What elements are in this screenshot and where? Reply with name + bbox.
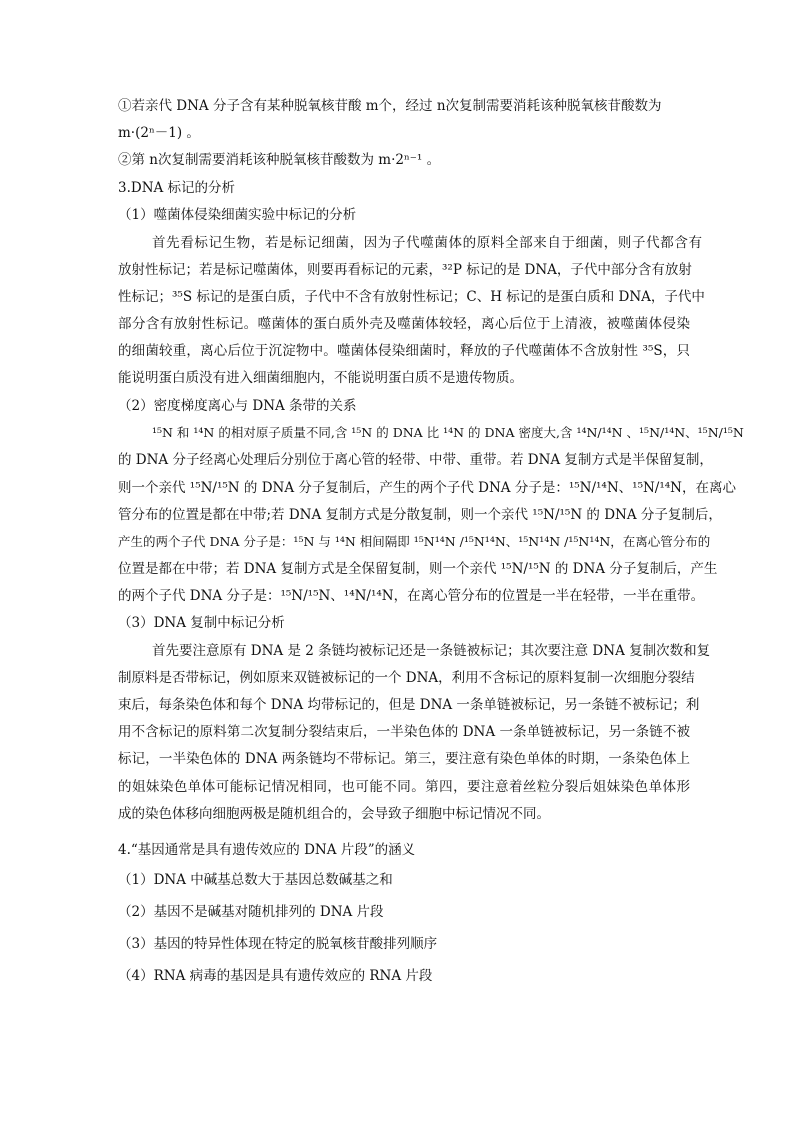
paragraph-line: 束后，每条染色体和每个 DNA 均带标记的，但是 DNA 一条单链被标记，另一条链不被标记；利: [118, 697, 700, 713]
list-item: （2）基因不是碱基对随机排列的 DNA 片段: [118, 904, 384, 920]
paragraph-line: 放射性标记；若是标记噬菌体，则要再看标记的元素，³²P 标记的是 DNA，子代中部分含有放射: [118, 262, 692, 278]
list-item: （4）RNA 病毒的基因是具有遗传效应的 RNA 片段: [118, 968, 433, 984]
formula-line-1: ①若亲代 DNA 分子含有某种脱氧核苷酸 m个，经过 n次复制需要消耗该种脱氧核苷酸数为: [118, 98, 662, 114]
paragraph-line: 首先看标记生物，若是标记细菌，因为子代噬菌体的原料全部来自于细菌，则子代都含有: [152, 235, 702, 251]
subheading-2: （2）密度梯度离心与 DNA 条带的关系: [118, 398, 357, 414]
list-item: （1）DNA 中碱基总数大于基因总数碱基之和: [118, 872, 393, 888]
paragraph-line: 首先要注意原有 DNA 是 2 条链均被标记还是一条链被标记；其次要注意 DNA 复制次数和复: [152, 643, 711, 659]
paragraph-line: 管分布的位置是都在中带;若 DNA 复制方式是分散复制，则一个亲代 ¹⁵N/¹⁵N 的 DNA 分子复制后，: [118, 507, 722, 523]
section-heading-3: 3.DNA 标记的分析: [118, 180, 236, 196]
formula-line-1-cont: m·(2ⁿ－1) 。: [118, 125, 200, 141]
section-heading-4: 4.“基因通常是具有遗传效应的 DNA 片段”的涵义: [118, 842, 416, 858]
paragraph-line: 的两个子代 DNA 分子是：¹⁵N/¹⁵N、¹⁴N/¹⁴N，在离心管分布的位置是一半在轻带，一半在重带。: [118, 588, 705, 604]
paragraph-line: 则一个亲代 ¹⁵N/¹⁵N 的 DNA 分子复制后，产生的两个子代 DNA 分子是：¹⁵N/¹⁴N、¹⁵N/¹⁴N，在离心: [118, 480, 736, 496]
paragraph-line: ¹⁵N 和 ¹⁴N 的相对原子质量不同,含 ¹⁵N 的 DNA 比 ¹⁴N 的 DNA 密度大,含 ¹⁴N/¹⁴N 、¹⁵N/¹⁴N、¹⁵N/¹⁵N: [152, 425, 744, 440]
paragraph-line: 的细菌较重，离心后位于沉淀物中。噬菌体侵染细菌时，释放的子代噬菌体不含放射性 ³⁵S，只: [118, 343, 690, 359]
paragraph-line: 位置是都在中带；若 DNA 复制方式是全保留复制，则一个亲代 ¹⁵N/¹⁵N 的 DNA 分子复制后，产生: [118, 561, 718, 577]
paragraph-line: 制原料是否带标记，例如原来双链被标记的一个 DNA，利用不含标记的原料复制一次细胞分裂结: [118, 670, 695, 686]
paragraph-line: 部分含有放射性标记。噬菌体的蛋白质外壳及噬菌体较轻，离心后位于上清液，被噬菌体侵染: [118, 316, 690, 332]
paragraph-line: 成的染色体移向细胞两极是随机组合的，会导致子细胞中标记情况不同。: [118, 806, 550, 822]
paragraph-line: 的姐妹染色单体可能标记情况相同，也可能不同。第四，要注意着丝粒分裂后姐妹染色单体形: [118, 779, 690, 795]
paragraph-line: 能说明蛋白质没有进入细菌细胞内，不能说明蛋白质不是遗传物质。: [118, 370, 523, 386]
list-item: （3）基因的特异性体现在特定的脱氧核苷酸排列顺序: [118, 936, 438, 952]
paragraph-line: 的 DNA 分子经离心处理后分别位于离心管的轻带、中带、重带。若 DNA 复制方式是半保留复制，: [118, 452, 713, 468]
paragraph-line: 标记，一半染色体的 DNA 两条链均不带标记。第三，要注意有染色单体的时期，一条染色体上: [118, 751, 690, 767]
paragraph-line: 性标记；³⁵S 标记的是蛋白质，子代中不含有放射性标记；C、H 标记的是蛋白质和 DNA，子代中: [118, 289, 705, 305]
paragraph-line: 用不含标记的原料第二次复制分裂结束后，一半染色体的 DNA 一条单链被标记，另一条链不被: [118, 724, 690, 740]
paragraph-line: 产生的两个子代 DNA 分子是：¹⁵N 与 ¹⁴N 相间隔即 ¹⁵N¹⁴N /¹⁵N¹⁴N、¹⁵N¹⁴N /¹⁵N¹⁴N，在离心管分布的: [118, 534, 711, 549]
formula-line-2: ②第 n次复制需要消耗该种脱氧核苷酸数为 m·2ⁿ⁻¹ 。: [118, 152, 441, 168]
subheading-3: （3）DNA 复制中标记分析: [118, 615, 285, 631]
subheading-1: （1）噬菌体侵染细菌实验中标记的分析: [118, 207, 357, 223]
